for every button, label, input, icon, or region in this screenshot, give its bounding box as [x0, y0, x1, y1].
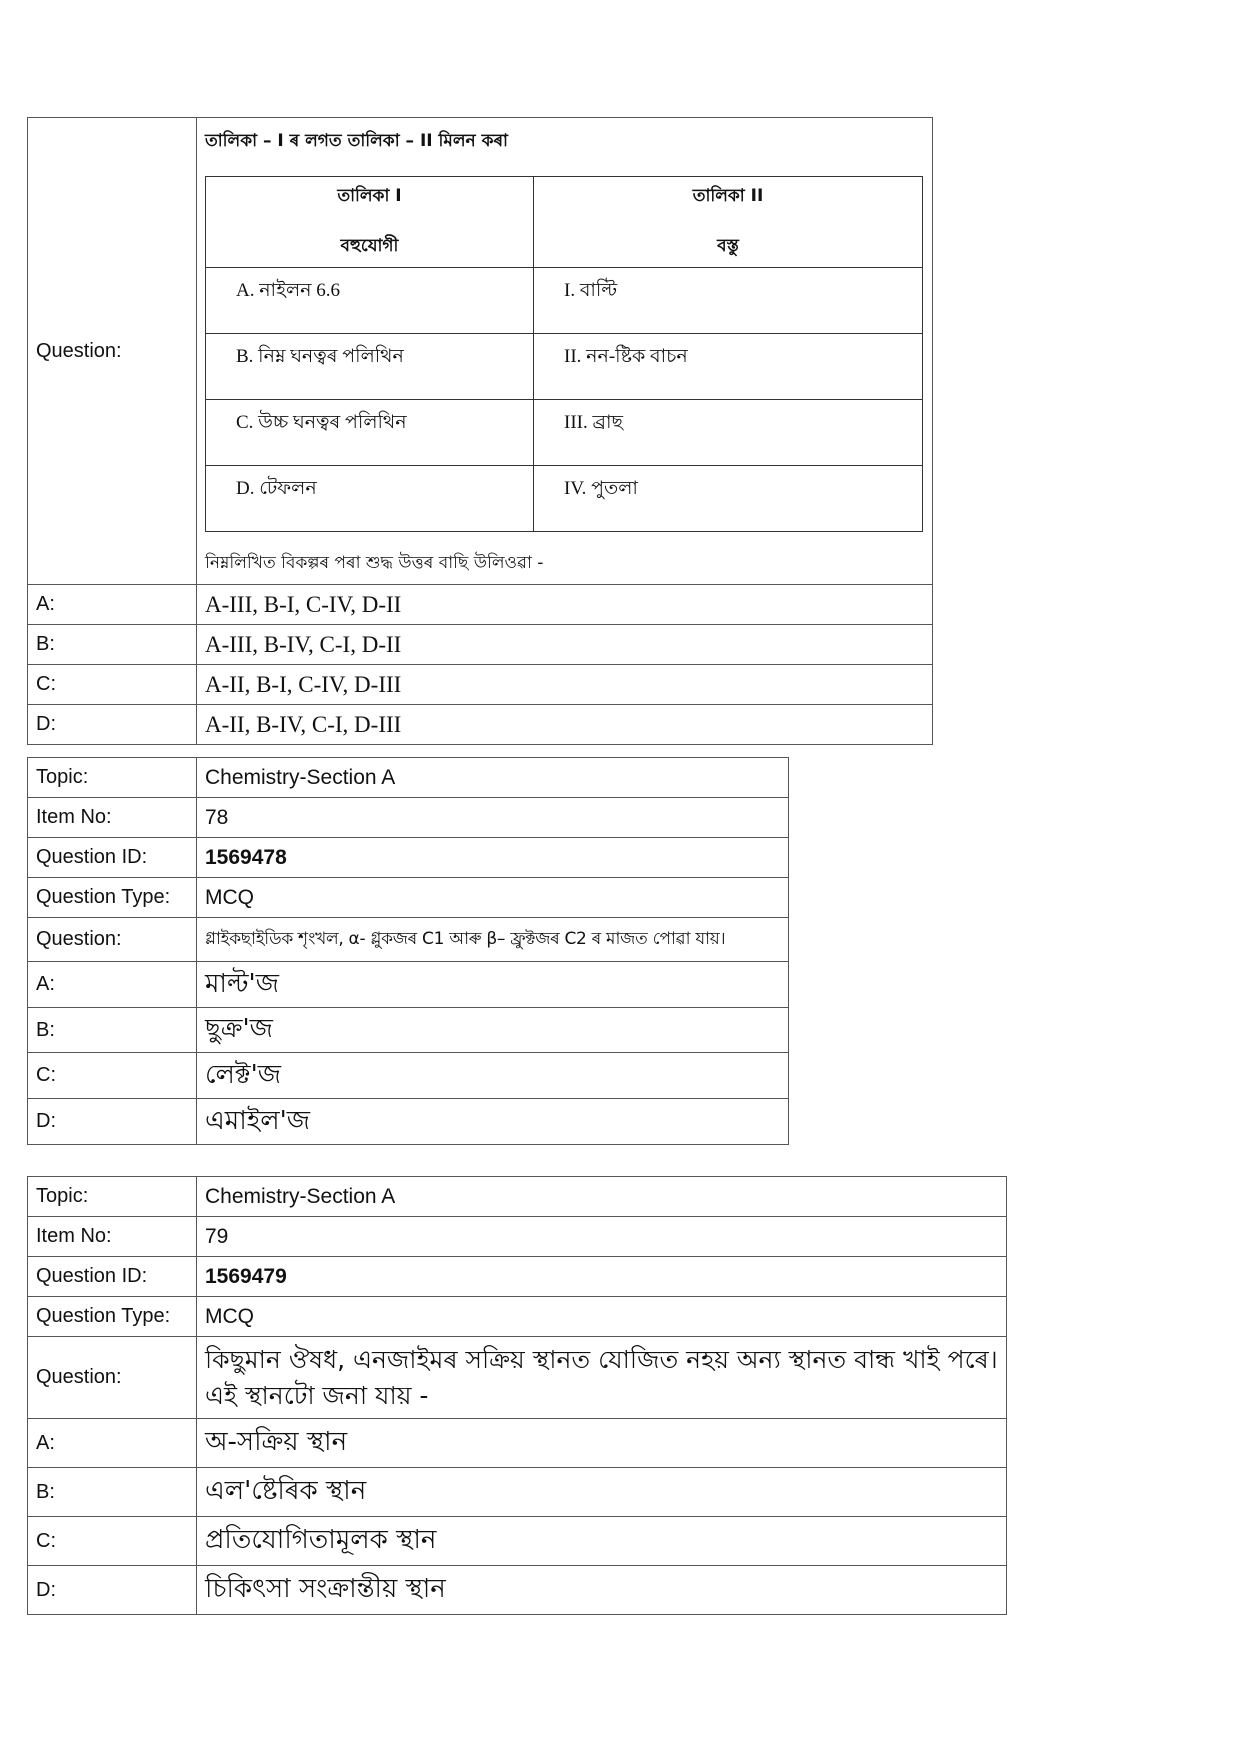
question-id-label: Question ID:: [28, 838, 197, 878]
question-id-row: [28, 838, 789, 878]
option-row-b: [28, 625, 933, 665]
match-right-text: II. নন-ষ্টিক বাচন: [564, 346, 688, 367]
question-card-1: [27, 117, 933, 745]
match-heading: তালিকা – I ৰ লগত তালিকা – II মিলন কৰা: [205, 131, 508, 151]
option-label: B:: [28, 1468, 197, 1517]
match-right-text: I. বাল্টি: [564, 280, 618, 301]
match-right-cell: [534, 268, 923, 334]
option-label: A:: [28, 585, 197, 625]
option-label: B:: [28, 625, 197, 665]
option-row-b: [28, 1468, 1007, 1517]
option-label: D:: [28, 705, 197, 745]
match-col1-title: তালিকা I: [337, 186, 402, 206]
topic-label: Topic:: [28, 758, 197, 798]
item-no-row: [28, 798, 789, 838]
match-left-cell: [206, 466, 534, 532]
question-text: গ্লাইকছাইডিক শৃংখল, α- গ্লুকজৰ C1 আৰু β– ফ্রুক্টজৰ C2 ৰ মাজত পোৱা যায়।: [197, 918, 789, 962]
question-type-label: Question Type:: [28, 1297, 197, 1337]
question-row: [28, 918, 789, 962]
option-label: D:: [28, 1099, 197, 1145]
item-no-value: 79: [197, 1217, 1007, 1257]
option-text: অ-সক্রিয় স্থান: [197, 1419, 1007, 1468]
question-label: Question:: [28, 1337, 197, 1419]
match-row: [206, 466, 923, 532]
option-label: C:: [28, 1053, 197, 1099]
match-left-cell: [206, 400, 534, 466]
topic-value: Chemistry-Section A: [197, 1177, 1007, 1217]
question-type-label: Question Type:: [28, 878, 197, 918]
item-no-label: Item No:: [28, 1217, 197, 1257]
question-type-value: MCQ: [197, 1297, 1007, 1337]
option-text: এল'ষ্টেৰিক স্থান: [197, 1468, 1007, 1517]
option-row-c: [28, 665, 933, 705]
match-left-text: A. নাইলন 6.6: [236, 280, 340, 301]
match-table: [205, 176, 923, 532]
option-label: C:: [28, 665, 197, 705]
match-col1-header: [206, 177, 534, 268]
option-text: চিকিৎসা সংক্রান্তীয় স্থান: [197, 1566, 1007, 1615]
option-label: B:: [28, 1008, 197, 1053]
question-content: [197, 118, 933, 585]
option-row-c: [28, 1517, 1007, 1566]
option-text: ছুক্র'জ: [197, 1008, 789, 1053]
topic-row: [28, 1177, 1007, 1217]
item-no-row: [28, 1217, 1007, 1257]
option-row-d: [28, 1566, 1007, 1615]
match-row: [206, 400, 923, 466]
topic-row: [28, 758, 789, 798]
match-right-cell: [534, 334, 923, 400]
question-type-value: MCQ: [197, 878, 789, 918]
question-id-value: 1569479: [197, 1257, 1007, 1297]
match-footer: নিম্নলিখিত বিকল্পৰ পৰা শুদ্ধ উত্তৰ বাছি উলিওৱা -: [205, 553, 544, 573]
match-right-cell: [534, 466, 923, 532]
option-text: A-II, B-I, C-IV, D-III: [197, 665, 933, 705]
option-row-c: [28, 1053, 789, 1099]
question-id-label: Question ID:: [28, 1257, 197, 1297]
match-col1-subtitle: বহুযোগী: [340, 236, 399, 256]
question-row: [28, 118, 933, 585]
topic-value: Chemistry-Section A: [197, 758, 789, 798]
match-left-cell: [206, 334, 534, 400]
match-col2-subtitle: বস্তু: [717, 236, 739, 256]
match-right-text: III. ব্ৰাছ: [564, 412, 624, 433]
option-label: C:: [28, 1517, 197, 1566]
match-right-cell: [534, 400, 923, 466]
option-text: এমাইল'জ: [197, 1099, 789, 1145]
match-left-text: C. উচ্চ ঘনত্বৰ পলিথিন: [236, 412, 407, 433]
option-text: প্রতিযোগিতামূলক স্থান: [197, 1517, 1007, 1566]
question-label: Question:: [28, 918, 197, 962]
match-header-row: [206, 177, 923, 268]
item-no-label: Item No:: [28, 798, 197, 838]
match-left-text: D. টেফলন: [236, 478, 317, 499]
match-left-cell: [206, 268, 534, 334]
option-row-a: [28, 585, 933, 625]
option-label: A:: [28, 1419, 197, 1468]
option-text: A-II, B-IV, C-I, D-III: [197, 705, 933, 745]
match-row: [206, 334, 923, 400]
option-row-a: [28, 962, 789, 1008]
match-col2-header: [534, 177, 923, 268]
option-label: D:: [28, 1566, 197, 1615]
match-right-text: IV. পুতলা: [564, 478, 638, 499]
question-type-row: [28, 1297, 1007, 1337]
option-text: লেক্ট'জ: [197, 1053, 789, 1099]
question-card-3: [27, 1176, 1007, 1615]
question-type-row: [28, 878, 789, 918]
question-text: কিছুমান ঔষধ, এনজাইমৰ সক্রিয় স্থানত যোজিত নহয় অন্য স্থানত বান্ধ খাই পৰে। এই স্থানটো জনা যায় -: [197, 1337, 1007, 1419]
option-text: A-III, B-IV, C-I, D-II: [197, 625, 933, 665]
option-label: A:: [28, 962, 197, 1008]
question-row: [28, 1337, 1007, 1419]
match-row: [206, 268, 923, 334]
question-id-value: 1569478: [197, 838, 789, 878]
option-text: মাল্ট'জ: [197, 962, 789, 1008]
match-left-text: B. নিম্ন ঘনত্বৰ পলিথিন: [236, 346, 404, 367]
option-text: A-III, B-I, C-IV, D-II: [197, 585, 933, 625]
question-label: Question:: [28, 118, 197, 585]
option-row-d: [28, 1099, 789, 1145]
option-row-d: [28, 705, 933, 745]
item-no-value: 78: [197, 798, 789, 838]
topic-label: Topic:: [28, 1177, 197, 1217]
option-row-a: [28, 1419, 1007, 1468]
option-row-b: [28, 1008, 789, 1053]
match-col2-title: তালিকা II: [692, 186, 764, 206]
question-id-row: [28, 1257, 1007, 1297]
question-card-2: [27, 757, 789, 1145]
